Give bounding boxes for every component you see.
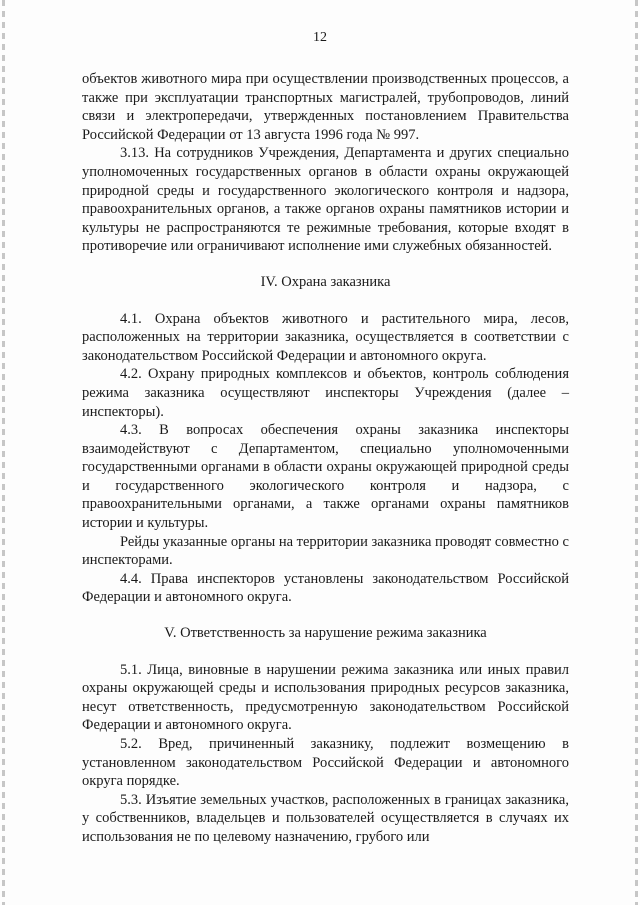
paragraph-3-12-continuation: объектов животного мира при осуществлении производственных процессов, а также при эксплуатации транспортных магистралей, трубопроводов, линий связи и электропередачи, утвержденных постановлением Правительства Российской Федерации от 13 августа 1996 года № 997. — [82, 71, 569, 143]
paragraph-4-2: 4.2. Охрану природных комплексов и объектов, контроль соблюдения режима заказника осуществляют инспекторы Учреждения (далее – инспекторы). — [82, 366, 569, 420]
scan-edge-left — [2, 0, 5, 905]
section-heading-iv: IV. Охрана заказника — [260, 273, 391, 290]
paragraph-4-3: 4.3. В вопросах обеспечения охраны заказника инспекторы взаимодействуют с Департаментом, специально уполномоченными государственными органами в области охраны окружающей природной среды и государственного экологического контроля и надзора, с правоохранительными органами, а также органами охраны памятников истории и культуры. — [82, 422, 569, 532]
scan-edge-right — [635, 0, 638, 905]
paragraph-4-1: 4.1. Охрана объектов животного и растительного мира, лесов, расположенных на территории заказника, осуществляется в соответствии с законодательством Российской Федерации и автономного округа. — [82, 310, 569, 364]
section-heading-v: V. Ответственность за нарушение режима заказника — [164, 625, 487, 642]
paragraph-5-2: 5.2. Вред, причиненный заказнику, подлежит возмещению в установленном законодательством Российской Федерации и автономного округа порядке. — [82, 736, 569, 790]
paragraph-5-1: 5.1. Лица, виновные в нарушении режима заказника или иных правил охраны окружающей среды и использования природных ресурсов заказника, несут ответственность, предусмотренную законодательством Российской Федерации и автономного округа. — [82, 661, 569, 734]
paragraph-5-3: 5.3. Изъятие земельных участков, расположенных в границах заказника, у собственников, владельцев и пользователей осуществляется в случаях их использования не по целевому назначению, грубого или — [82, 791, 569, 845]
document-body — [82, 70, 569, 847]
page-number: 12 — [313, 30, 327, 45]
paragraph-raids: Рейды указанные органы на территории заказника проводят совместно с инспекторами. — [82, 533, 569, 569]
paragraph-4-4: 4.4. Права инспекторов установлены законодательством Российской Федерации и автономного округа. — [82, 570, 569, 606]
paragraph-3-13: 3.13. На сотрудников Учреждения, Департамента и других специально уполномоченных государственных органов в области охраны окружающей природной среды и государственного экологического контроля и надзора, правоохранительных органов, а также органов охраны памятников истории и культуры не распространяются те режимные требования, которые входят в противоречие или ограничивают исполнение ими служебных обязанностей. — [82, 145, 569, 255]
